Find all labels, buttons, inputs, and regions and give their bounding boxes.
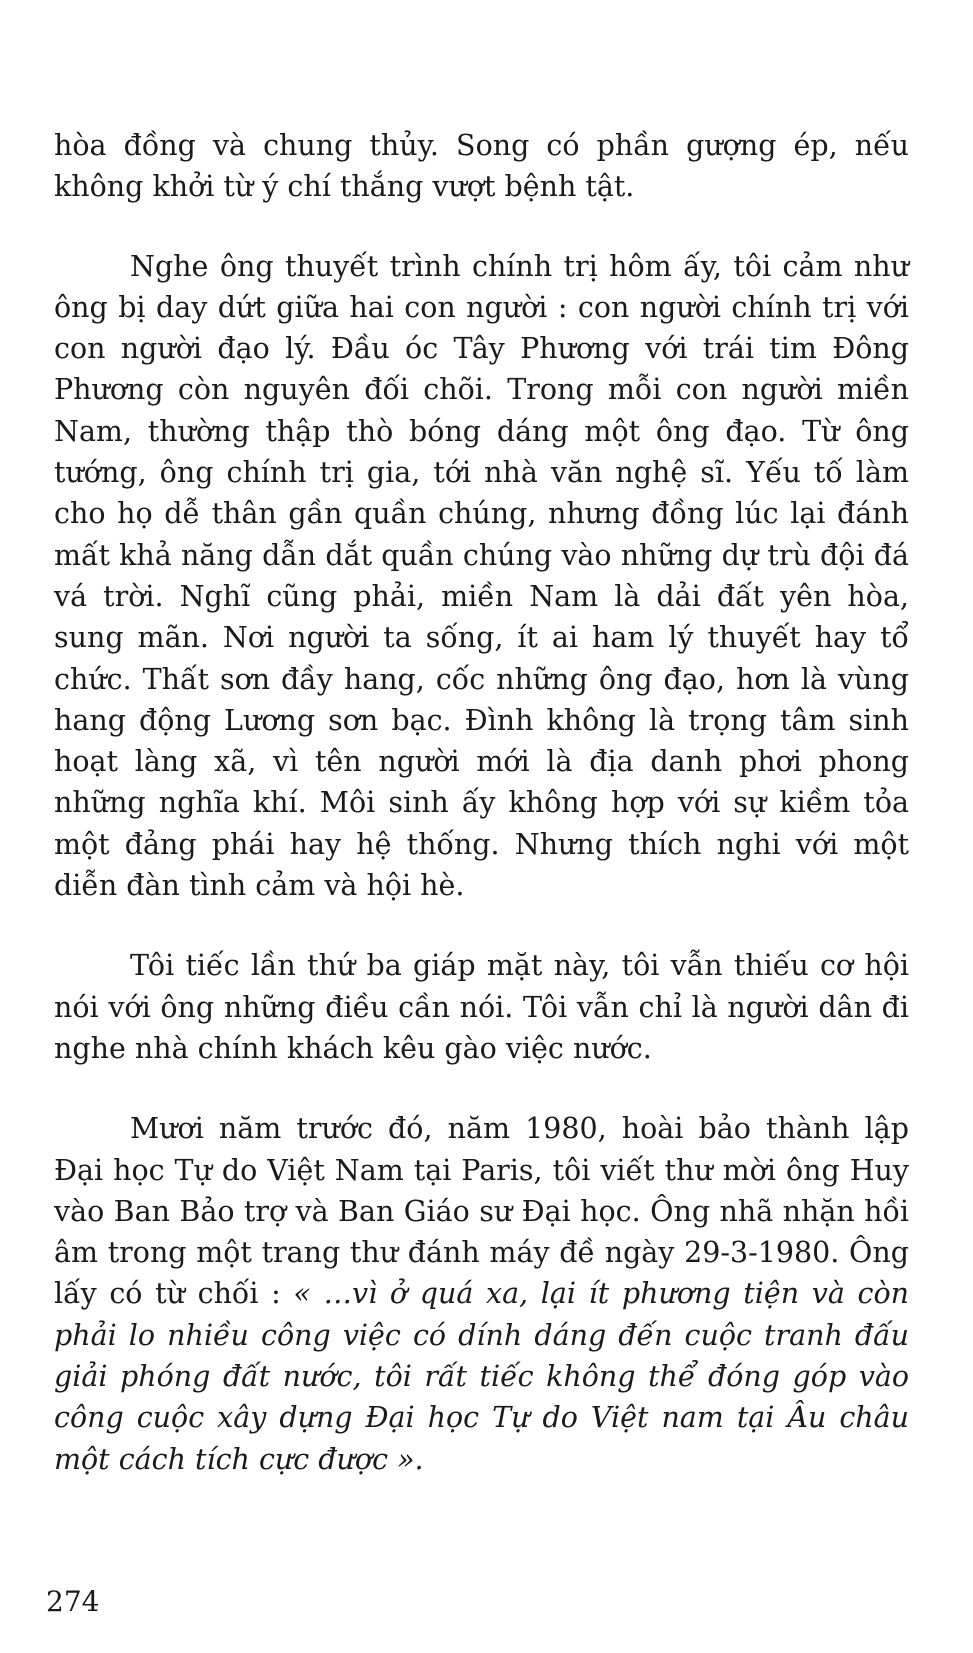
paragraph-1: hòa đồng và chung thủy. Song có phần gượng ép, nếu không khởi từ ý chí thắng vượt bệnh tật. [54,129,909,204]
paragraph-4-text: Mươi năm trước đó, năm 1980, hoài bảo thành lập Đại học Tự do Việt Nam tại Paris, tôi viết thư mời ông Huy vào Ban Bảo trợ và Ban Giáo sư Đại học. Ông nhã nhặn hồi âm trong một trang thư đánh máy đề ngày 29-3-1980. Ông lấy có từ chối : [54,1112,909,1311]
letter-quote: « …vì ở quá xa, lại ít phương tiện và còn phải lo nhiều công việc có dính dáng đến cuộc tranh đấu giải phóng đất nước, tôi rất tiếc không thể đóng góp vào công cuộc xây dựng Đại học Tự do Việt nam tại Âu châu một cách tích cực được ». [54,1277,909,1476]
page-number: 274 [46,1585,100,1618]
paragraph-2: Nghe ông thuyết trình chính trị hôm ấy, tôi cảm như ông bị day dứt giữa hai con người : con người chính trị với con người đạo lý. Đầu óc Tây Phương với trái tim Đông Phương còn nguyên đối chõi. Trong mỗi con người miền Nam, thường thập thò bóng dáng một ông đạo. Từ ông tướng, ông chính trị gia, tới nhà văn nghệ sĩ. Yếu tố làm cho họ dễ thân gần quần chúng, nhưng đồng lúc lại đánh mất khả năng dẫn dắt quần chúng vào những dự trù đội đá vá trời. Nghĩ cũng phải, miền Nam là dải đất yên hòa, sung mãn. Nơi người ta sống, ít ai ham lý thuyết hay tổ chức. Thất sơn đầy hang, cốc những ông đạo, hơn là vùng hang động Lương sơn bạc. Đình không là trọng tâm sinh hoạt làng xã, vì tên người mới là địa danh phơi phong những nghĩa khí. Môi sinh ấy không hợp với sự kiềm tỏa một đảng phái hay hệ thống. Nhưng thích nghi với một diễn đàn tình cảm và hội hè. [54,249,909,903]
page-body [54,125,909,1480]
paragraph-4 [54,1108,909,1480]
paragraph-3: Tôi tiếc lần thứ ba giáp mặt này, tôi vẫn thiếu cơ hội nói với ông những điều cần nói. Tôi vẫn chỉ là người dân đi nghe nhà chính khách kêu gào việc nước. [54,949,909,1065]
